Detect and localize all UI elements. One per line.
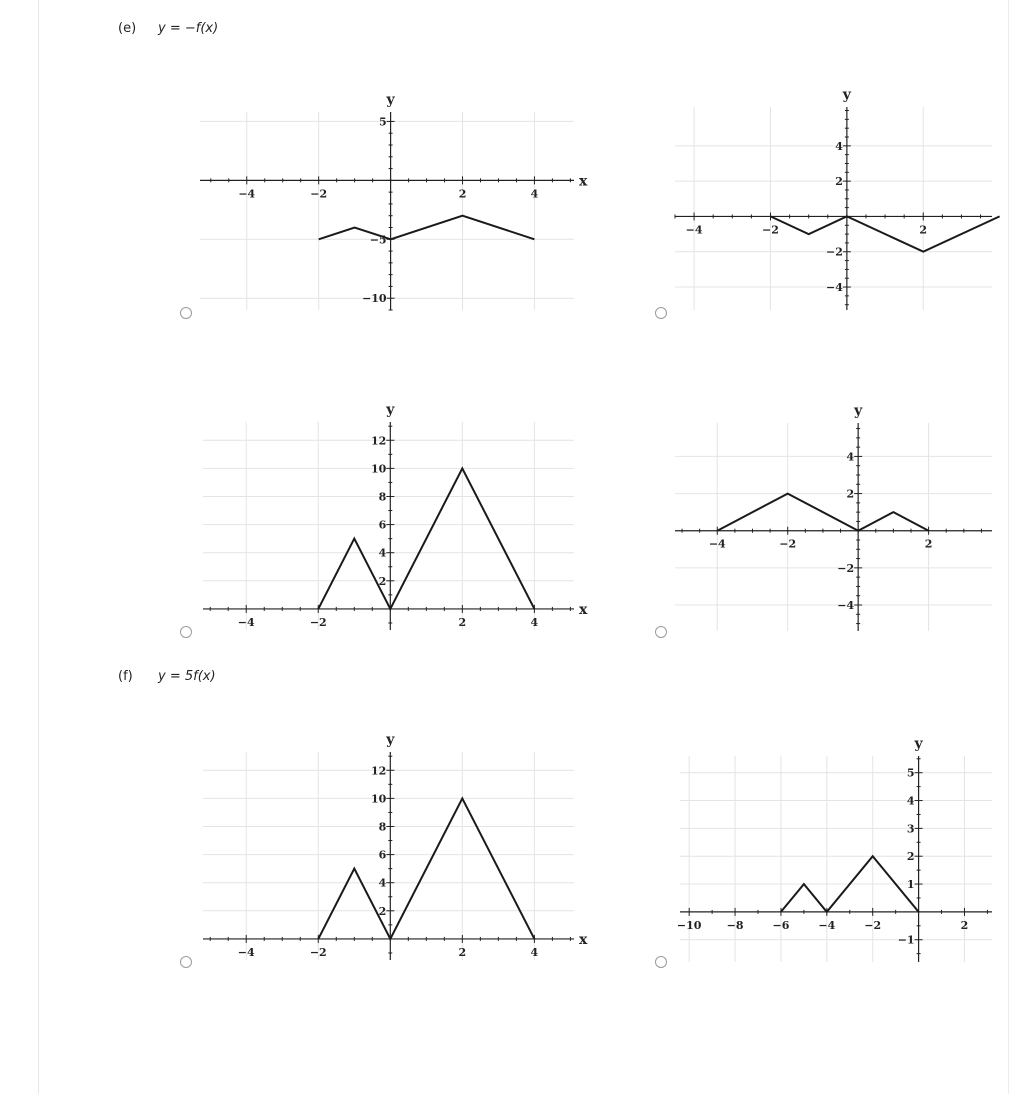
x-tick-label: 2 [960, 918, 969, 932]
x-tick-label: −8 [726, 918, 744, 932]
question-f-part: (f) [118, 669, 133, 684]
y-tick-label: 10 [370, 462, 387, 476]
y-tick-label: 4 [906, 794, 915, 808]
y-axis-title: y [386, 92, 395, 108]
right-border [1008, 0, 1009, 1094]
y-axis-title: y [854, 403, 863, 419]
graph-f-option-2 [676, 730, 1008, 968]
y-tick-label: 6 [378, 518, 387, 532]
y-tick-label: 2 [835, 175, 843, 189]
graph-e-option-4 [675, 397, 1008, 637]
y-tick-label: −1 [897, 933, 915, 947]
y-tick-label: 4 [378, 876, 387, 890]
x-tick-label: −10 [676, 918, 702, 932]
y-tick-label: 6 [378, 848, 387, 862]
x-tick-label: −2 [309, 945, 327, 959]
radio-option-f1[interactable] [180, 956, 192, 968]
x-axis-title: x [579, 601, 588, 618]
x-tick-label: −2 [310, 187, 328, 201]
radio-option-e2[interactable] [655, 307, 667, 319]
x-axis-title: x [579, 931, 588, 948]
y-tick-label: 12 [370, 434, 387, 448]
question-e-part: (e) [118, 21, 137, 36]
series-line [318, 798, 534, 939]
y-tick-label: −2 [837, 561, 855, 575]
x-tick-label: 2 [458, 187, 467, 201]
y-tick-label: −5 [369, 233, 387, 247]
x-tick-label: −2 [779, 537, 797, 551]
question-f-label [118, 669, 216, 684]
y-tick-label: 2 [846, 487, 855, 501]
y-tick-label: 2 [378, 904, 387, 918]
graph-e-option-2 [675, 81, 1008, 316]
y-tick-label: 5 [906, 766, 915, 780]
x-tick-label: −6 [772, 918, 790, 932]
y-tick-label: 4 [378, 546, 387, 560]
x-tick-label: 2 [924, 537, 933, 551]
y-tick-label: 4 [835, 139, 843, 153]
series-line [771, 216, 1000, 251]
y-tick-label: −2 [825, 245, 843, 259]
y-tick-label: 1 [906, 878, 915, 892]
x-tick-label: 2 [458, 615, 467, 629]
y-tick-label: −4 [825, 281, 843, 295]
y-tick-label: 4 [846, 450, 855, 464]
x-tick-label: −2 [864, 918, 882, 932]
x-tick-label: −4 [708, 537, 726, 551]
x-tick-label: −4 [685, 223, 703, 237]
left-border [38, 0, 39, 1094]
question-f-equation: y = 5f(x) [158, 669, 216, 684]
series-line [319, 216, 535, 240]
y-axis-title: y [386, 402, 395, 418]
y-tick-label: 2 [378, 574, 387, 588]
y-tick-label: −4 [837, 599, 855, 612]
graph-e-option-3 [203, 396, 590, 636]
x-tick-label: −4 [818, 918, 836, 932]
radio-option-e3[interactable] [180, 626, 192, 638]
question-e-equation: y = −f(x) [158, 21, 219, 36]
y-tick-label: 8 [378, 820, 387, 834]
y-tick-label: 10 [370, 792, 387, 806]
x-tick-label: −4 [238, 187, 256, 201]
x-tick-label: −4 [237, 945, 255, 959]
x-tick-label: −2 [762, 223, 779, 237]
graph-f-option-1 [203, 726, 590, 966]
grid-lines [203, 422, 574, 630]
y-tick-label: 5 [378, 115, 387, 129]
x-tick-label: 4 [530, 615, 539, 629]
y-tick-label: 12 [370, 764, 387, 778]
x-tick-label: 2 [919, 223, 928, 237]
y-axis-title: y [842, 87, 851, 103]
y-tick-label: −10 [362, 292, 387, 306]
y-tick-label: 8 [378, 490, 387, 504]
x-tick-label: 2 [458, 945, 467, 959]
x-tick-label: 4 [530, 187, 539, 201]
x-tick-label: 4 [530, 945, 539, 959]
radio-option-e1[interactable] [180, 307, 192, 319]
x-tick-label: −2 [309, 615, 327, 629]
grid-lines [203, 752, 574, 960]
radio-option-f2[interactable] [655, 956, 667, 968]
y-tick-label: 3 [906, 822, 915, 836]
question-e-label [118, 21, 218, 36]
x-axis-title: x [579, 173, 588, 190]
y-axis-title: y [386, 732, 395, 748]
series-line [717, 494, 928, 531]
y-axis-title: y [914, 736, 923, 752]
grid-lines [200, 112, 574, 310]
y-tick-label: 2 [906, 850, 915, 864]
series-line [318, 468, 534, 609]
grid-lines [675, 107, 992, 310]
x-tick-label: −4 [237, 615, 255, 629]
graph-e-option-1 [200, 86, 590, 316]
radio-option-e4[interactable] [655, 626, 667, 638]
